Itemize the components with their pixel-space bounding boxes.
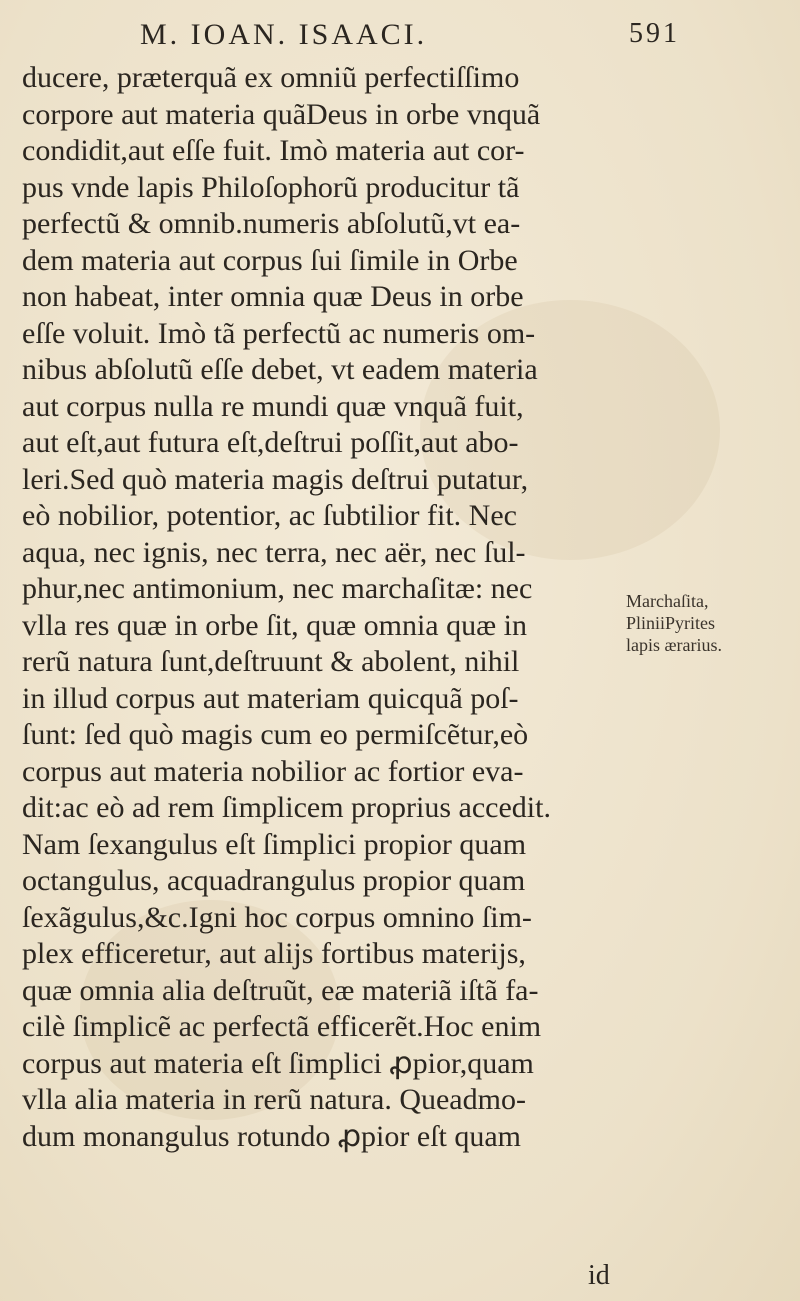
text-line: in illud corpus aut materiam quicquã poſ- (22, 681, 519, 715)
text-line: aut eſt,aut futura eſt,deſtrui poſſit,aut abo- (22, 426, 519, 459)
margin-note-line: lapis ærarius. (626, 635, 722, 655)
text-line: dit:ac eò ad rem ſimplicem proprius accedit. (22, 791, 551, 824)
page-number: 591 (629, 18, 680, 49)
text-line: ducere, prӕterquã ex omniũ perfectiſſimo (22, 61, 520, 94)
text-line: plex efficeretur, aut alijs fortibus materijs, (22, 937, 526, 970)
text-line: non habeat, inter omnia quӕ Deus in orbe (22, 280, 524, 313)
text-line: dem materia aut corpus ſui ſimile in Orbe (22, 243, 518, 277)
text-line: ſexãgulus,&c.Igni hoc corpus omnino ſim- (22, 900, 532, 934)
text-line: perfectũ & omnib.numeris abſolutũ,vt ea- (22, 207, 521, 240)
text-line: nibus abſolutũ eſſe debet, vt eadem materia (22, 353, 538, 386)
text-line: eò nobilior, potentior, ac ſubtilior fit. Nec (22, 499, 517, 532)
text-line: phur,nec antimonium, nec marchaſitӕ: nec (22, 572, 533, 605)
text-line: leri.Sed quò materia magis deſtrui putatur, (22, 462, 529, 496)
text-line: vlla alia materia in rerũ natura. Queadmo- (22, 1083, 526, 1116)
catchword: id (588, 1260, 610, 1291)
running-head (140, 14, 680, 58)
text-line: aqua, nec ignis, nec terra, nec aër, nec ſul- (22, 535, 526, 569)
text-line: quӕ omnia alia deſtruũt, eӕ materiã iſtã fa- (22, 973, 539, 1007)
text-line: aut corpus nulla re mundi quӕ vnquã fuit, (22, 389, 524, 423)
text-line: eſſe voluit. Imò tã perfectũ ac numeris om- (22, 316, 536, 350)
text-line: pus vnde lapis Philoſophorũ producitur tã (22, 170, 520, 204)
margin-note-line: Marchaſita, (626, 591, 709, 611)
text-line: ſunt: ſed quò magis cum eo permiſcẽtur,eò (22, 718, 529, 751)
text-line: octangulus, acquadrangulus propior quam (22, 864, 526, 897)
text-line: Nam ſexangulus eſt ſimplici propior quam (22, 827, 527, 861)
text-line: condidit,aut eſſe fuit. Imò materia aut cor- (22, 134, 525, 167)
running-head-title: M. IOAN. ISAACI. (140, 18, 428, 51)
text-line: dum monangulus rotundo ꝓpior eſt quam (22, 1119, 522, 1153)
text-line: corpus aut materia nobilior ac fortior eva- (22, 754, 524, 788)
text-line: corpus aut materia eſt ſimplici ꝓpior,quam (22, 1046, 534, 1080)
text-line: cilè ſimplicẽ ac perfectã efficerẽt.Hoc enim (22, 1010, 542, 1043)
text-line: vlla res quӕ in orbe ſit, quӕ omnia quӕ in (22, 608, 527, 642)
text-line: rerũ natura ſunt,deſtruunt & abolent, nihil (22, 645, 520, 678)
margin-note (626, 590, 796, 656)
body-text (22, 60, 622, 1155)
margin-note-line: PliniiPyrites (626, 613, 716, 633)
text-line: corpore aut materia quãDeus in orbe vnquã (22, 97, 541, 131)
